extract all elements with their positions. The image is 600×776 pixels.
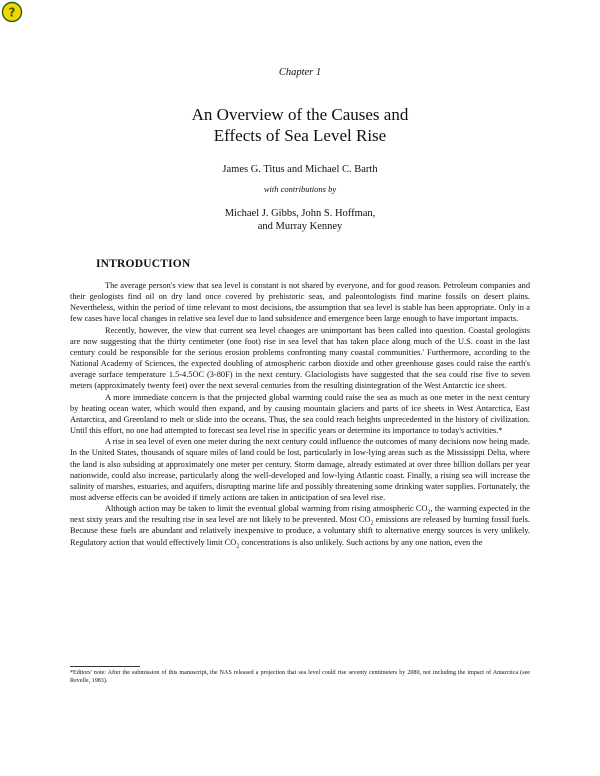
paragraph-3: A more immediate concern is that the projected global warming could raise the sea as much as one meter in the next century by heating ocean water, which would then expand, and by causing mountain glaciers and parts of ice sheets in West Antarctica, East Antarctica, and Greenland to melt or slide into the oceans. Thus, the sea could reach heights unprecedented in the history of civilization. Until this effort, no one had attempted to forecast sea level rise in specific years or determine its importance to today's activities.*: [70, 392, 530, 436]
paragraph-5: [70, 503, 530, 548]
help-badge[interactable]: [1, 1, 23, 23]
section-heading: INTRODUCTION: [96, 258, 191, 270]
paragraph-1: The average person's view that sea level is constant is not shared by everyone, and for good reason. Petroleum companies and their geologists find oil on dry land once covered by prehistoric seas, and paleontologists find marine fossils on desert plains. Nevertheless, within the period of time relevant to most decisions, the assumption that sea level is stable has been appropriate. Only in a few cases have local changes in relative sea level due to land subsidence and emergence been large enough to have important impacts.: [70, 281, 530, 324]
paragraph-5-part-a: Although action may be taken to limit the eventual global warming from rising atmospheric CO: [105, 504, 428, 514]
title-line-2: Effects of Sea Level Rise: [213, 126, 387, 145]
title-line-1: An Overview of the Causes and: [191, 105, 409, 124]
contributors: [0, 207, 600, 233]
subscript: 2: [236, 543, 240, 550]
paragraph-4: A rise in sea level of even one meter during the next century could influence the outcomes of many decisions now being made. In the United States, thousands of square miles of land could be lost, particularly in low-lying areas such as the Mississippi Delta, where the land is also subsiding at approximately one meter per century. Storm damage, already estimated at over three billion dollars per year nationwide, could also increase, particularly along the well-developed and low-lying Atlantic coast. Finally, a rising sea will increase the salinity of marshes, estuaries, and aquifers, disrupting marine life and possibly threatening some drinking water supplies. Fortunately, the most adverse effects can be avoided if timely actions are taken in anticipation of sea level rise.: [70, 437, 530, 502]
paragraph-5-part-d: concentrations is also unlikely. Such actions by any one nation, even the: [239, 537, 483, 547]
subscript: 2: [370, 520, 374, 527]
authors: James G. Titus and Michael C. Barth: [222, 164, 378, 175]
page-title: [0, 104, 600, 146]
contributors-line-2: and Murray Kenney: [257, 221, 343, 232]
svg-text:?: ?: [8, 5, 16, 20]
paragraph-5-part-b: , the warming expected in the next sixty years and the resulting rise in sea level are not likely to be prevented. Most CO: [70, 504, 530, 525]
chapter-label: Chapter 1: [278, 67, 322, 78]
body-text: [70, 280, 530, 548]
subscript: 2: [427, 509, 431, 516]
contributions-note: with contributions by: [263, 184, 337, 194]
footnote: *Editors' note: After the submission of this manuscript, the NAS released a projection that sea level could rise seventy centimeters by 2080, not including the impact of Antarctica (see Revelle, 1983).: [70, 670, 530, 685]
footnote-divider: [70, 666, 140, 667]
question-mark-icon: [1, 1, 23, 23]
contributors-line-1: Michael J. Gibbs, John S. Hoffman,: [224, 208, 376, 219]
paragraph-2: Recently, however, the view that current sea level changes are unimportant has been called into question. Coastal geologists are now suggesting that the thirty centimeter (one foot) rise in sea level that has taken place along much of the U.S. coast in the last century could be responsible for the serious erosion problems confronting many coastal communities.' Furthermore, according to the National Academy of Sciences, the expected doubling of atmospheric carbon dioxide and other greenhouse gases could raise the earth's average surface temperature 1.5-4.5OC (3-80F) in the next century. Glaciologists have suggested that the sea could rise five to seven meters (approximately twenty feet) over the next several centuries from the resulting disintegration of the West Antarctic ice sheet.: [70, 325, 530, 391]
paragraph-5-part-c: emissions are released by burning fossil fuels. Because these fuels are abundant and relatively inexpensive to produce, a voluntary shift to alternative energy sources is very unlikely. Regulatory action that would effectively limit CO: [70, 515, 530, 547]
